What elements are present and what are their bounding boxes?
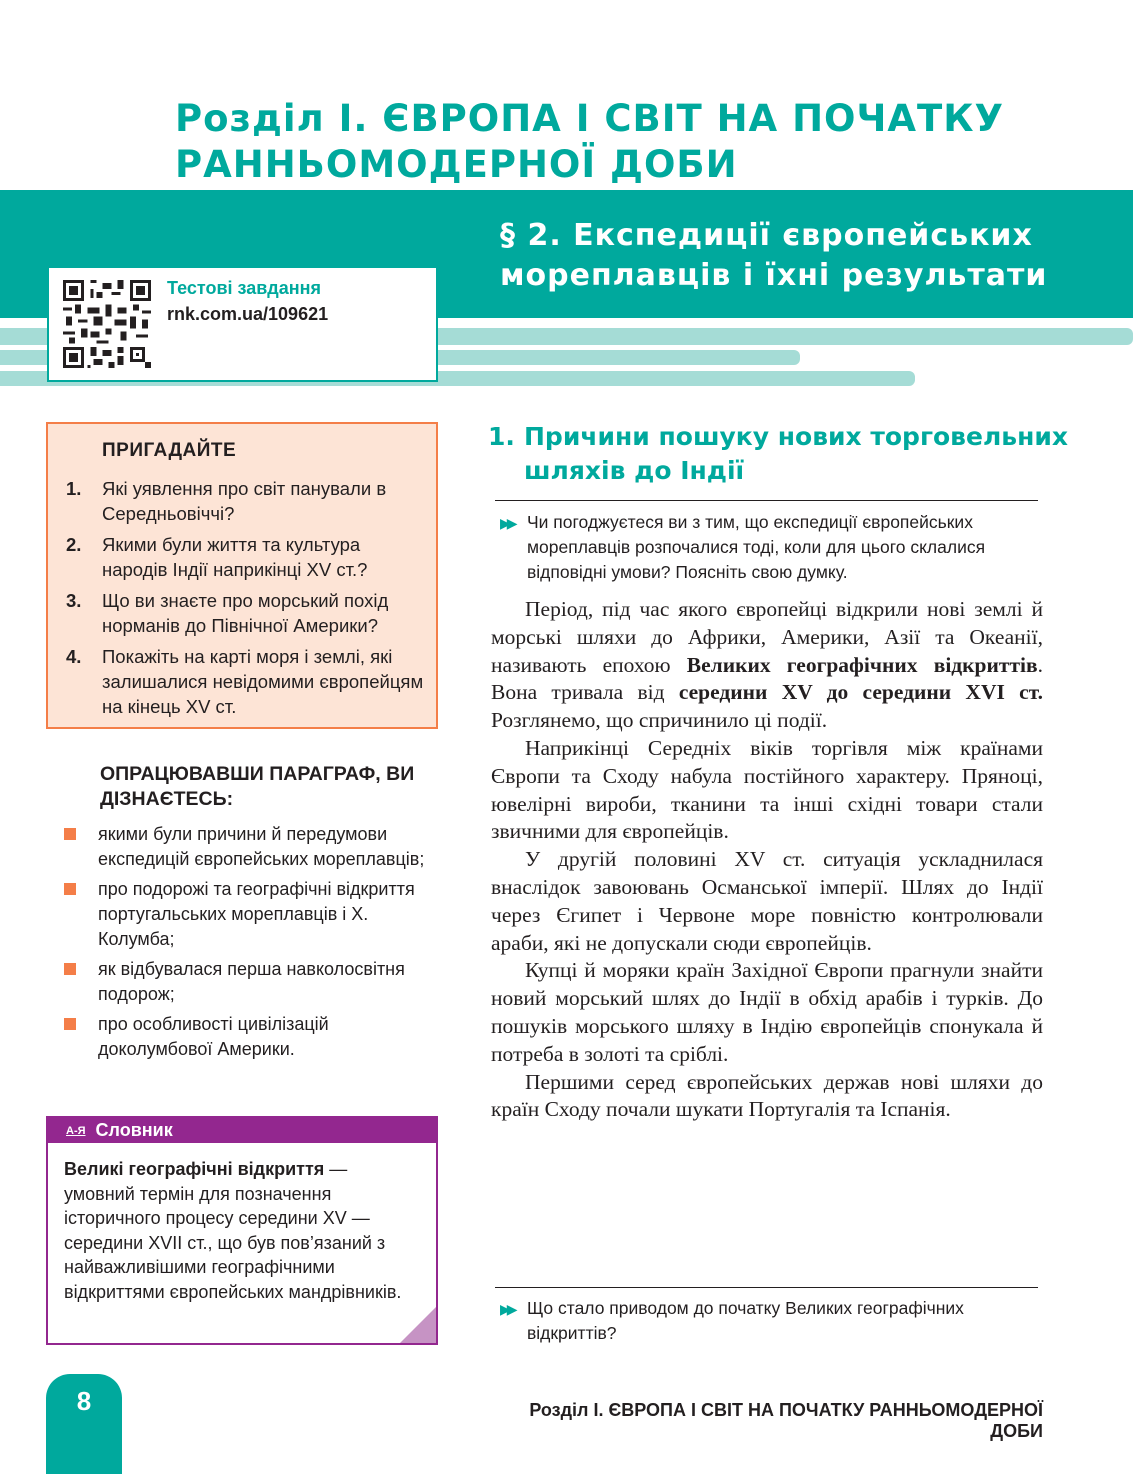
dictionary-definition: — умовний термін для позначення історичного процесу середини XV — середини XVII ст., що був пов’язаний з найважливішими географічними відкриттями європейських мандрівників. xyxy=(64,1159,402,1302)
page-curl-icon xyxy=(400,1307,436,1343)
list-item xyxy=(64,1012,434,1062)
question-block xyxy=(500,1296,1050,1346)
bullet-square-icon xyxy=(64,828,76,840)
section-title-line1: § 2. Експедиції європейських xyxy=(500,218,1033,253)
key-term: Великих географічних відкриттів xyxy=(686,652,1038,677)
qr-link[interactable]: rnk.com.ua/109621 xyxy=(167,304,329,324)
item-text: як відбувалася перша навколосвітня подорож; xyxy=(98,959,405,1004)
dictionary-term: Великі географічні відкриття xyxy=(64,1159,325,1179)
dictionary-az-icon: А-Я xyxy=(66,1124,86,1137)
question-text: Чи погоджуєтеся ви з тим, що експедиції європейських мореплавців розпочалися тоді, коли для цього склалися відповідні умови? Поясніть свою думку. xyxy=(527,512,986,582)
list-item xyxy=(64,957,434,1007)
chapter-title-line2: РАННЬОМОДЕРНОЇ ДОБИ xyxy=(175,143,738,186)
divider xyxy=(495,1287,1038,1288)
recall-box xyxy=(46,422,438,729)
item-text: про особливості цивілізацій доколумбової Америки. xyxy=(98,1014,329,1059)
dictionary-header xyxy=(48,1118,436,1143)
item-number: 4. xyxy=(66,646,82,667)
running-title: Розділ І. ЄВРОПА І СВІТ НА ПОЧАТКУ РАННЬОМОДЕРНОЇ ДОБИ xyxy=(529,1400,1043,1441)
double-arrow-icon: ▶▶ xyxy=(500,515,514,531)
divider xyxy=(495,500,1038,501)
item-number: 2. xyxy=(66,534,82,555)
item-number: 1. xyxy=(66,478,82,499)
list-item xyxy=(66,532,426,582)
paragraph: Період, під час якого європейці відкрили нові землі й морські шляхи до Африки, Америки, Азії та Океанії, називають епохою Великих географічних відкриттів. Вона тривала від середини XV до середини XVI ст. Розглянемо, що спричинило ці події. xyxy=(491,597,1043,733)
paragraph: У другій половині XV ст. ситуація ускладнилася внаслідок завоювань Османської імперії. Шлях до Індії через Єгипет і Червоне море повністю контролювали араби, які не допускали сюди європейців. xyxy=(491,847,1043,955)
page-number-tab xyxy=(46,1374,122,1474)
bullet-square-icon xyxy=(64,1018,76,1030)
subsection-number: 1. xyxy=(488,422,515,451)
section-title xyxy=(500,216,1120,296)
item-text: Якими були життя та культура народів Індії наприкінці XV ст.? xyxy=(102,534,368,580)
dictionary-body xyxy=(48,1143,436,1305)
learn-heading: ОПРАЦЮВАВШИ ПАРАГРАФ, ВИ ДІЗНАЄТЕСЬ: xyxy=(100,763,415,810)
item-text: Що ви знаєте про морський похід норманів до Північної Америки? xyxy=(102,590,389,636)
paragraph: Першими серед європейських держав нові шляхи до країн Сходу почали шукати Португалія та Іспанія. xyxy=(491,1069,1043,1122)
key-term: середини XV до середини XVI ст. xyxy=(678,680,1043,705)
subsection-heading xyxy=(488,420,1088,488)
learn-list xyxy=(64,822,434,1067)
item-text: Покажіть на карті моря і землі, які залишалися невідомими європейцям на кінець XV ст. xyxy=(102,646,424,717)
list-item xyxy=(66,588,426,638)
page-number: 8 xyxy=(76,1386,92,1416)
question-text: Що стало приводом до початку Великих географічних відкриттів? xyxy=(527,1298,964,1343)
item-text: Які уявлення про світ панували в Середньовіччі? xyxy=(102,478,387,524)
subsection-title-line1: Причини пошуку нових торговельних xyxy=(524,422,1068,451)
list-item xyxy=(66,476,426,526)
qr-label: Тестові завдання xyxy=(167,278,321,298)
item-text: про подорожі та географічні відкриття португальських мореплавців і Х. Колумба; xyxy=(98,879,415,949)
chapter-title-line1: Розділ І. ЄВРОПА І СВІТ НА ПОЧАТКУ xyxy=(175,97,1005,140)
subsection-title-line2: шляхів до Індії xyxy=(524,456,745,485)
question-block xyxy=(500,510,1050,585)
qr-test-box[interactable] xyxy=(47,266,438,382)
list-item xyxy=(66,644,426,719)
section-title-line2: мореплавців і їхні результати xyxy=(500,258,1048,293)
bullet-square-icon xyxy=(64,883,76,895)
recall-heading: ПРИГАДАЙТЕ xyxy=(102,440,237,461)
item-number: 3. xyxy=(66,590,82,611)
dictionary-box xyxy=(46,1116,438,1345)
double-arrow-icon: ▶▶ xyxy=(500,1301,514,1317)
item-text: якими були причини й передумови експедицій європейських мореплавців; xyxy=(98,824,425,869)
paragraph: Наприкінці Середніх віків торгівля між країнами Європи та Сходу набула постійного характеру. Пряноці, ювелірні вироби, тканини та інші східні товари стали звичними для європейців. xyxy=(491,735,1043,844)
recall-list xyxy=(66,476,426,725)
list-item xyxy=(64,877,434,952)
qr-code-icon[interactable] xyxy=(63,280,151,368)
list-item xyxy=(64,822,434,872)
paragraph: Купці й моряки країн Західної Європи прагнули знайти новий морський шлях до Індії в обхід арабів і турків. До пошуків морського шляху в Індію європейців спонукала й потреба в золоті та сріблі. xyxy=(491,958,1043,1066)
dictionary-title: Словник xyxy=(95,1120,173,1140)
main-text xyxy=(491,596,1043,1124)
bullet-square-icon xyxy=(64,963,76,975)
chapter-title xyxy=(175,96,1075,188)
